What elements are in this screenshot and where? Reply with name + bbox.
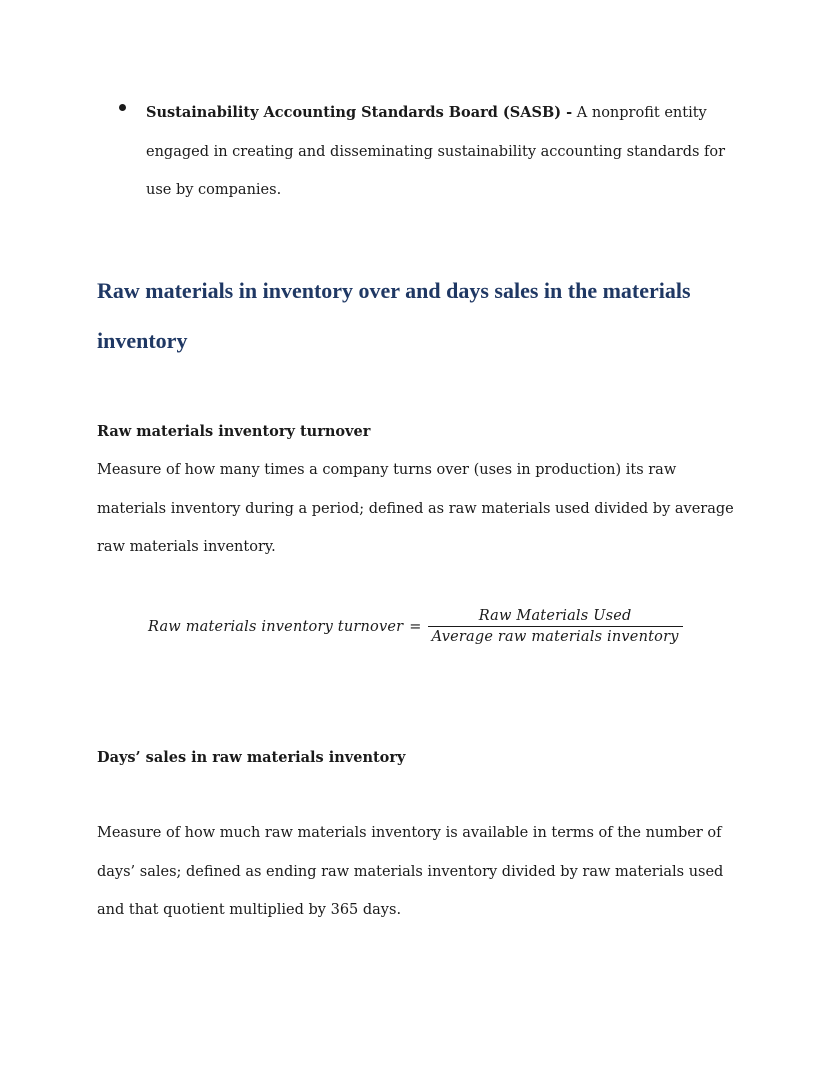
turnover-definition: Measure of how many times a company turns over (uses in production) its raw materials inventory during a period; defined as raw materials used divided by average raw materials inventory. <box>97 462 734 555</box>
formula-fraction <box>428 608 683 645</box>
formula-lhs: Raw materials inventory turnover <box>148 618 404 635</box>
days-sales-heading: Days’ sales in raw materials inventory <box>97 749 406 766</box>
bullet-text: A nonprofit entity engaged in creating and disseminating sustainability accounting standards for use by companies. <box>146 105 726 198</box>
formula-denominator: Average raw materials inventory <box>431 629 679 646</box>
bullet-icon <box>119 104 126 111</box>
formula-numerator: Raw Materials Used <box>478 608 632 624</box>
days-sales-definition: Measure of how much raw materials inventory is available in terms of the number of days’ sales; defined as ending raw materials inventory divided by raw materials used and that quotient multiplied by 365 days. <box>97 825 724 918</box>
turnover-formula <box>148 608 683 645</box>
turnover-heading: Raw materials inventory turnover <box>97 423 371 440</box>
section-heading: Raw materials in inventory over and days sales in the materials inventory <box>97 278 691 353</box>
bullet-term: Sustainability Accounting Standards Board (SASB) - <box>146 104 573 121</box>
formula-equals: = <box>409 618 422 635</box>
sasb-bullet-item <box>146 94 746 210</box>
